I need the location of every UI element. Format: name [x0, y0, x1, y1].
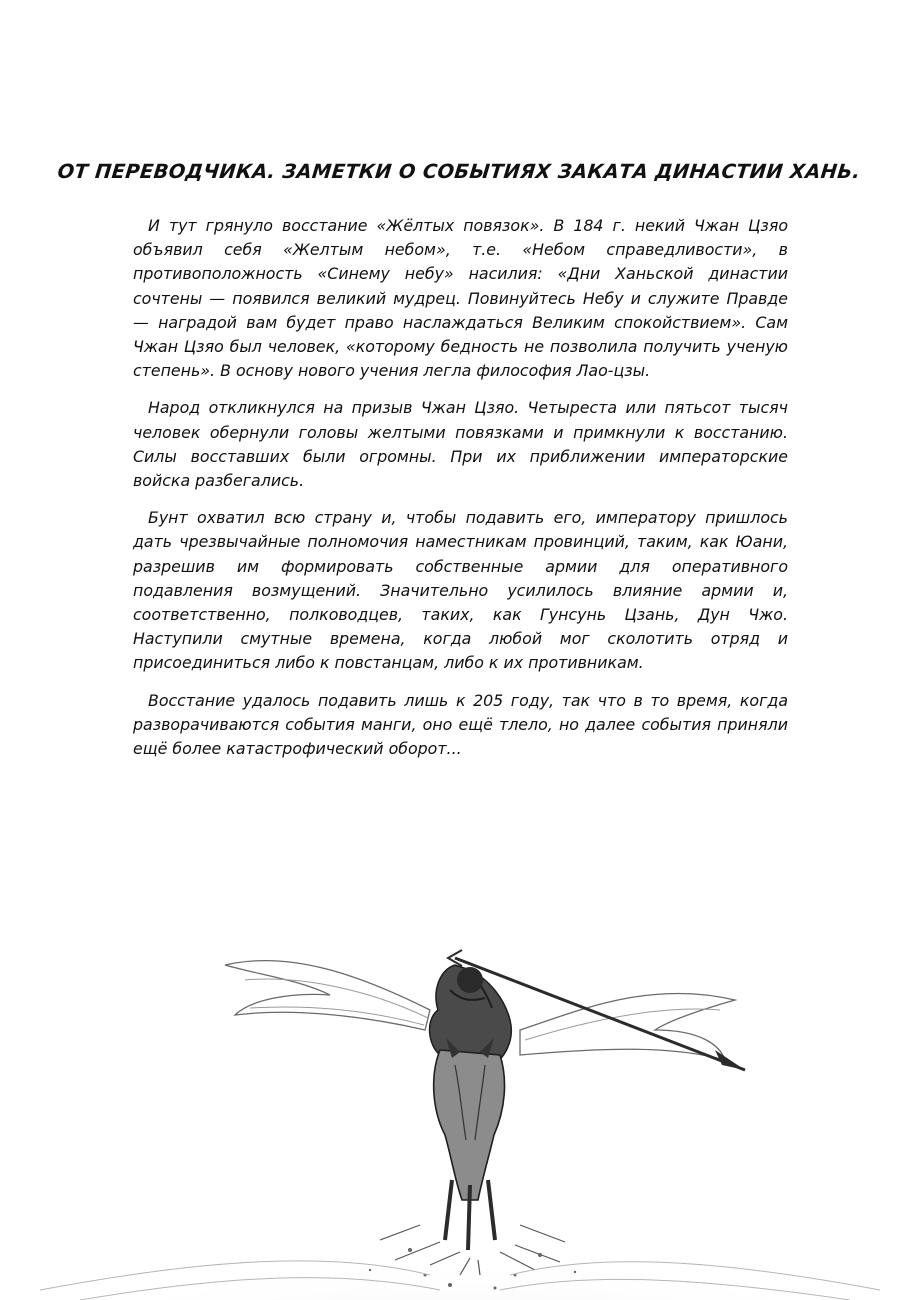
text-block	[133, 214, 788, 774]
paragraph: Народ откликнулся на призыв Чжан Цзяо. Четыреста или пятьсот тысяч человек обернули головы желтыми повязками и примкнули к восстанию. Силы восставших были огромны. При их приближении императорские войска разбегались.	[133, 398, 788, 491]
paragraph: Восстание удалось подавить лишь к 205 году, так что в то время, когда разворачиваются события манги, оно ещё тлело, но далее события приняли ещё более катастрофический оборот...	[133, 690, 788, 759]
paragraph: Бунт охватил всю страну и, чтобы подавить его, императору пришлось дать чрезвычайные полномочия наместникам провинций, таким, как Юани, разрешив им формировать собственные армии для оперативного подавления возмущений. Значительно усилилось влияние армии и, соответственно, полководцев, таких, как Гунсунь Цзань, Дун Чжо. Наступили смутные времена, когда любой мог сколотить отряд и присоединиться либо к повстанцам, либо к их противникам.	[133, 508, 788, 673]
scarf-right	[520, 993, 735, 1060]
paragraph: И тут грянуло восстание «Жёлтых повязок». В 184 г. некий Чжан Цзяо объявил себя «Желтым небом», т.е. «Небом справедливости», в противоположность «Синему небу» насилия: «Дни Ханьской династии сочтены — появился великий мудрец. Повинуйтесь Небу и служите Правде — наградой вам будет право наслаждаться Великим спокойствием». Сам Чжан Цзяо был человек, «которому бедность не позволила получить ученую степень». В основу нового учения легла философия Лао-цзы.	[133, 216, 788, 381]
horseman-illustration	[0, 880, 918, 1300]
rider-head	[457, 967, 483, 993]
scarf-left	[225, 961, 430, 1030]
page-title: ОТ ПЕРЕВОДЧИКА. ЗАМЕТКИ О СОБЫТИЯХ ЗАКАТА ДИНАСТИИ ХАНЬ.	[56, 160, 862, 183]
